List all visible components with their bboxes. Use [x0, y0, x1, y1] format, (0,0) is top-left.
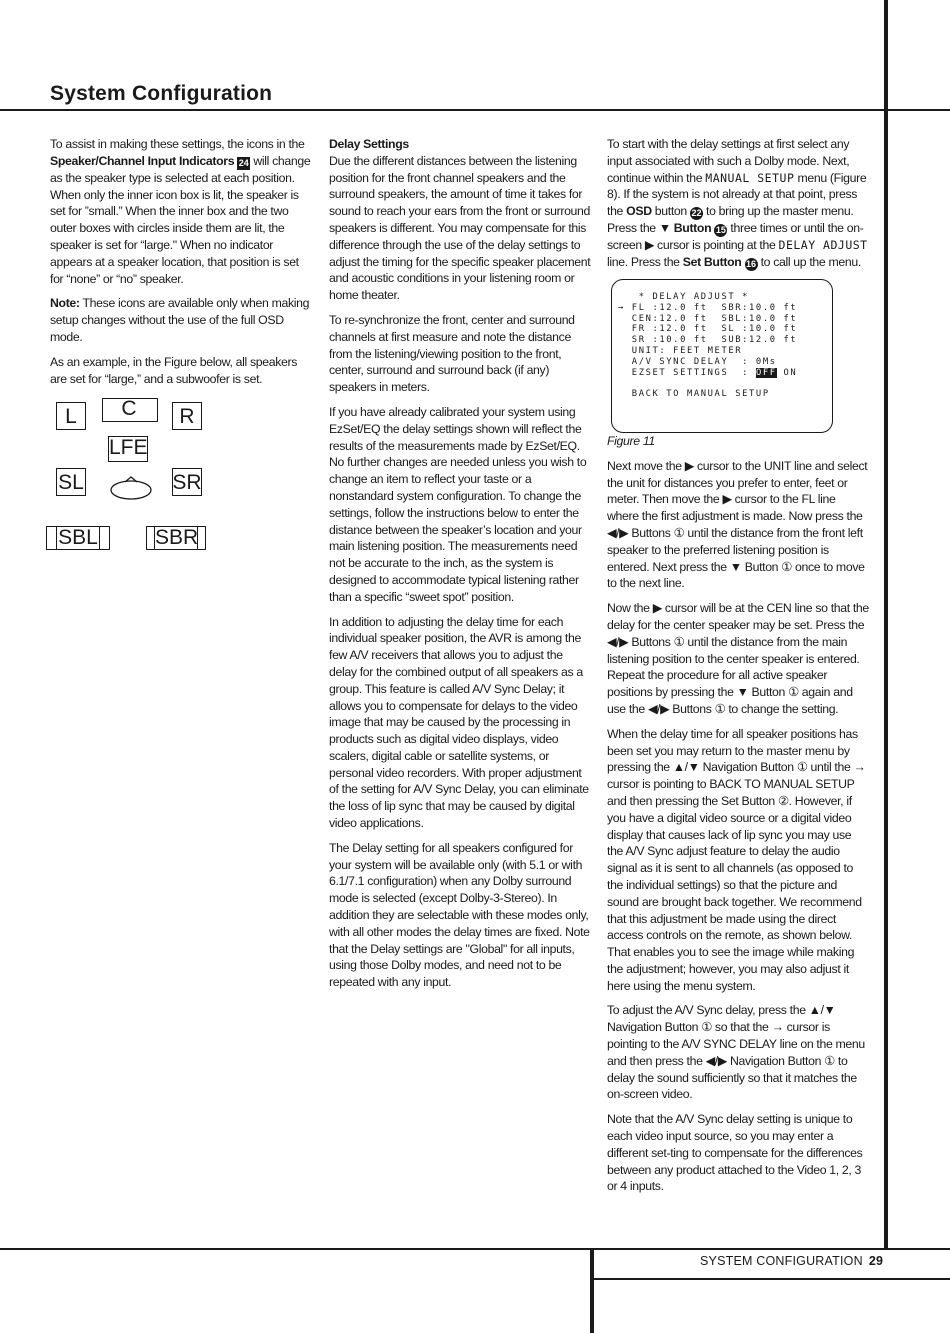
text: To start with the delay settings at first select any input associated with such a Dolby mode. Next, continue within the	[607, 137, 850, 185]
footer-divider-bar	[590, 1250, 594, 1333]
text: To assist in making these settings, the icons in the	[50, 137, 305, 151]
speaker-r-label: R	[179, 405, 195, 428]
footer-underline	[594, 1278, 950, 1280]
speaker-sl-label: SL	[58, 471, 84, 494]
section-heading	[329, 136, 591, 153]
page-number: 29	[868, 1254, 884, 1268]
text: line. Press the	[607, 254, 683, 269]
paragraph: To re-synchronize the front, center and surround channels at first measure and note the distance from the listening/viewing position to the front, center, surround and surround back (if any) speakers in meters.	[329, 312, 575, 395]
text: to call up the menu.	[757, 254, 861, 269]
speaker-sbr-label: SBR	[155, 526, 199, 549]
speaker-c-label: C	[121, 397, 137, 420]
osd-line: A/V SYNC DELAY : 0Ms	[618, 356, 777, 367]
speaker-l-label: L	[65, 405, 77, 428]
text: These icons are available only when making setup changes without the use of the full OSD mode.	[50, 296, 310, 344]
paragraph: The Delay setting for all speakers configured for your system will be available only (with 5.1 or with 6.1/7.1 configuration) when any Dolby surround mode is selected (except Dolby-3-Stereo). In addition they are selectable with these modes only, with all other modes the delay times are fixed. Note that the Delay settings are "Global" for all inputs, using those Dolby modes, and need not to be repeated with any input.	[329, 840, 590, 990]
paragraph: Due the different distances between the listening position for the front channel speakers and the surround speakers, the amount of time it takes for sound to reach your ears from the front or surround speakers is different. You may compensate for this difference through the use of the delay settings to adjust the timing for the specific speaker placement and acoustic conditions in your listening room or home theater.	[329, 153, 591, 303]
osd-line: FR :12.0 ft SL :10.0 ft	[618, 324, 798, 335]
paragraph: Now the ▶ cursor will be at the CEN line so that the delay for the center speaker may be set. Press the ◀/▶ Buttons ① until the distance from the main listening position to the center speaker is entered. Repeat the procedure for all active speaker positions by pressing the ▼ Button ① again and use the ◀/▶ Buttons ① to change the setting.	[607, 601, 869, 716]
osd-on-option: ON	[776, 367, 798, 378]
osd-line: → FL :12.0 ft SBR:10.0 ft	[618, 302, 798, 313]
osd-line: UNIT: FEET METER	[618, 345, 743, 356]
osd-line	[618, 368, 832, 379]
paragraph: As an example, in the Figure below, all speakers are set for “large,” and a subwoofer is set.	[50, 354, 298, 386]
listener-head-icon	[108, 476, 154, 500]
text: will change as the speaker type is selected at each position. When only the inner icon box is lit, the speaker is set for ”small.” When the inner box and the two outer boxes with circles inside them are lit, the speaker is set for “large." When no indicator appears at a speaker location, that position is set for “none” or “no” speaker.	[50, 153, 311, 286]
delay-settings-heading: Delay Settings	[329, 137, 409, 151]
paragraph	[50, 136, 312, 287]
osd-off-option: OFF	[755, 367, 777, 378]
right-margin-bar	[884, 0, 888, 1250]
text: three times or until the on-screen ▶ cursor is pointing at the	[607, 221, 864, 253]
speaker-sr-label: SR	[172, 471, 202, 494]
column-1	[50, 136, 312, 395]
header-rule	[0, 109, 950, 111]
speaker-lfe-label: LFE	[108, 436, 148, 462]
osd-line	[618, 378, 832, 389]
osd-text: DELAY ADJUST	[778, 238, 868, 253]
bold-text: Speaker/Channel Input Indicators	[50, 153, 235, 168]
osd-line: * DELAY ADJUST *	[618, 291, 750, 302]
osd-line: SR :10.0 ft SUB:12.0 ft	[618, 335, 798, 346]
paragraph: Next move the ▶ cursor to the UNIT line and select the unit for distances you prefer to enter, feet or meter. Then move the ▶ cursor to the FL line where the first adjustment is made. Now press the ◀/▶ Buttons ① until the distance from the front left speaker to the preferred listening position is entered. Next press the ▼ Button ① once to move to the next line.	[607, 458, 868, 591]
paragraph: If you have already calibrated your system using EzSet/EQ the delay settings shown will reflect the results of the measurements made by EzSet/EQ. No further changes are needed unless you wish to change an item to reflect your taste or a nonstandard system configuration. To change the settings, follow the instructions below to enter the distance between the speaker’s location and your main listening position. The measurements need not be accurate to the inch, as the system is designed to accommodate typical listening rather than a specific “sweet spot” position.	[329, 404, 587, 604]
indicator-number-badge: 24	[238, 157, 249, 168]
note-paragraph	[50, 295, 312, 345]
speaker-sbl-label: SBL	[56, 526, 100, 550]
text: button	[651, 204, 690, 219]
button-number-badge: 16	[745, 258, 756, 269]
button-number-badge: 22	[691, 208, 702, 219]
figure-caption: Figure 11	[607, 433, 655, 448]
paragraph: To adjust the A/V Sync delay, press the ▲/▼ Navigation Button ① so that the → cursor is pointing to the A/V SYNC DELAY line on the menu and then press the ◀/▶ Navigation Button ① to delay the sound sufficiently so that it matches the on-screen video.	[607, 1003, 865, 1102]
button-number-badge: 15	[715, 225, 726, 236]
bold-text: Set Button	[682, 254, 742, 269]
paragraph: When the delay time for all speaker positions has been set you may return to the master menu by pressing the ▲/▼ Navigation Button ① until the → cursor is pointing to BACK TO MANUAL SETUP and then pressing the Set Button ②. However, if you have a digital video source or a digital video display that causes lack of lip sync you may use the A/V Sync adjust feature to delay the audio signal as it is sent to all channels (as opposed to the individual settings) so that the picture and sound are brought back together. We recommend that this adjustment be made using the direct access controls on the remote, as shown below. That enables you to see the image while making the adjustment; however, you may also adjust it here using the menu system.	[607, 726, 866, 993]
text: to bring up the master menu. Press the ▼	[607, 204, 854, 236]
speaker-indicator-diagram	[50, 398, 310, 558]
page-title: System Configuration	[50, 82, 273, 105]
paragraph: In addition to adjusting the delay time for each individual speaker position, the AVR is among the few A/V receivers that allows you to adjust the delay for the combined output of all speakers as a group. This feature is called A/V Sync Delay; it allows you to compensate for delays to the video image that may be caused by the processing in products such as digital video displays, video scalers, digital cable or satellite systems, or personal video recorders. With proper adjustment of the setting for A/V Sync Delay, you can eliminate the loss of lip sync that may be caused by digital video applications.	[329, 614, 589, 831]
osd-ezset-label: EZSET SETTINGS :	[618, 367, 756, 378]
text: menu (Figure 8). If the system is not already at that point, press the	[607, 170, 867, 219]
footer-section-label: SYSTEM CONFIGURATION	[700, 1254, 863, 1268]
paragraph	[607, 136, 869, 271]
column-3	[607, 136, 869, 1203]
osd-text: MANUAL SETUP	[705, 170, 795, 185]
bold-text: OSD	[626, 204, 652, 219]
osd-line: BACK TO MANUAL SETUP	[618, 389, 770, 400]
footer-rule	[0, 1248, 950, 1250]
column-2	[329, 136, 591, 999]
note-label: Note:	[50, 296, 80, 311]
osd-delay-adjust-screen	[611, 279, 833, 433]
bold-text: Button	[673, 221, 712, 236]
paragraph: Note that the A/V Sync delay setting is unique to each video input source, so you may enter a different set-ting to compensate for the differences between any product attached to the Video 1, 2, 3 or 4 inputs.	[607, 1112, 863, 1194]
osd-line: CEN:12.0 ft SBL:10.0 ft	[618, 313, 798, 324]
page-footer	[700, 1254, 883, 1268]
